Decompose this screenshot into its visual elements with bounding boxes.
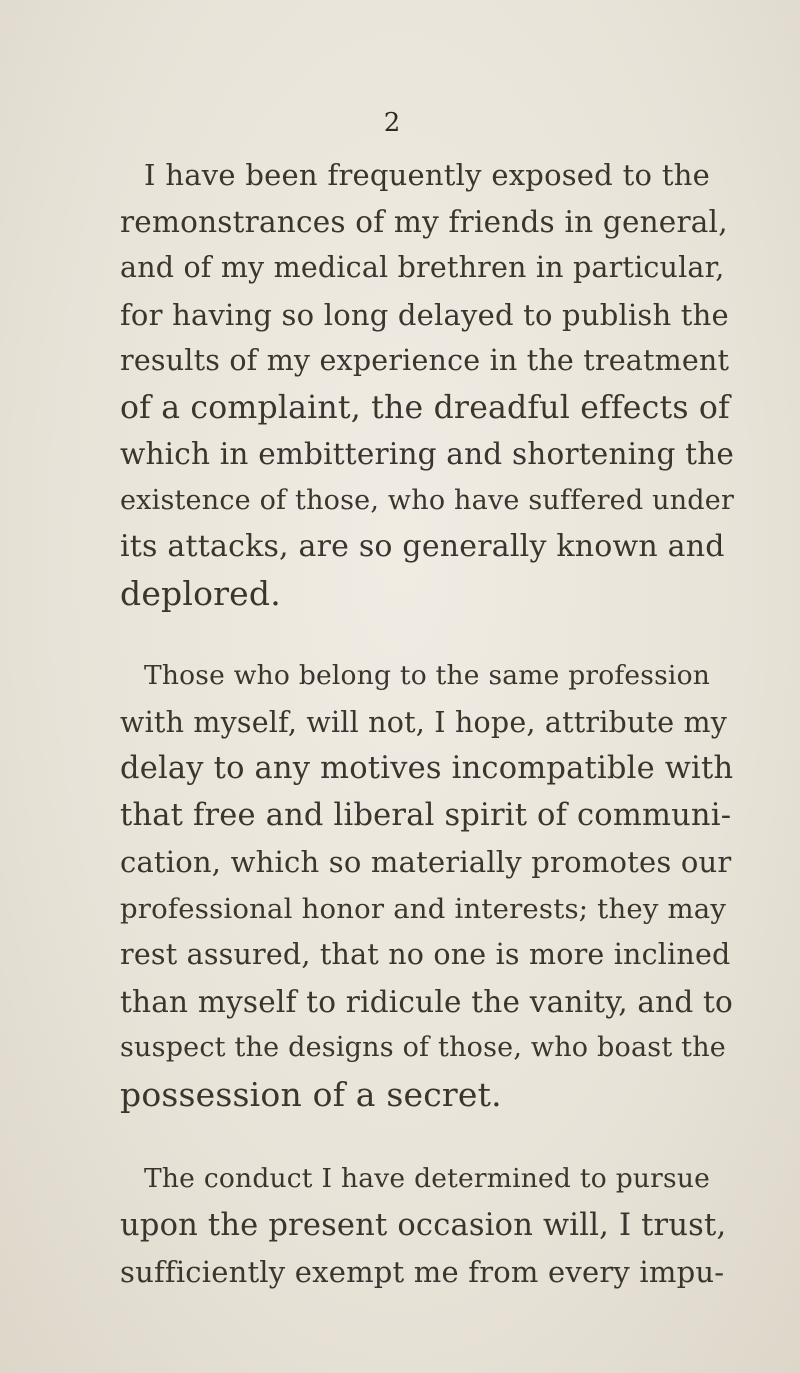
text-line: of a complaint, the dreadful effects of (120, 389, 730, 426)
text-line: cation, which so materially promotes our (120, 845, 732, 879)
text-line: with myself, will not, I hope, attribute my (120, 705, 728, 739)
text-line: possession of a secret. (120, 1074, 502, 1114)
text-line: delay to any motives incompatible with (120, 751, 734, 786)
text-line: Those who belong to the same profession (144, 660, 710, 691)
text-line: suspect the designs of those, who boast the (120, 1032, 726, 1063)
text-line: for having so long delayed to publish the (120, 297, 729, 332)
page-number: 2 (383, 108, 401, 138)
text-line: existence of those, who have suffered under (120, 484, 735, 516)
text-line: which in embittering and shortening the (120, 437, 735, 471)
body-text (120, 152, 735, 1296)
text-line: I have been frequently exposed to the (144, 158, 710, 192)
paragraph-3 (120, 1156, 727, 1296)
text-line: rest assured, that no one is more inclined (120, 938, 731, 971)
text-line: upon the present occasion will, I trust, (120, 1207, 727, 1243)
text-line: that free and liberal spirit of communi- (120, 797, 732, 833)
paragraph-2 (120, 653, 734, 1118)
text-line: its attacks, are so generally known and (120, 529, 725, 564)
paragraph-1 (120, 152, 735, 617)
text-line: and of my medical brethren in particular, (120, 251, 725, 284)
text-line: professional honor and interests; they may (120, 892, 727, 925)
text-line: remonstrances of my friends in general, (120, 204, 728, 239)
text-line: The conduct I have determined to pursue (144, 1163, 710, 1194)
text-line: sufficiently exempt me from every impu- (120, 1255, 725, 1289)
text-line: than myself to ridicule the vanity, and to (120, 984, 734, 1019)
text-line: deplored. (120, 573, 281, 613)
text-line: results of my experience in the treatment (120, 344, 730, 377)
